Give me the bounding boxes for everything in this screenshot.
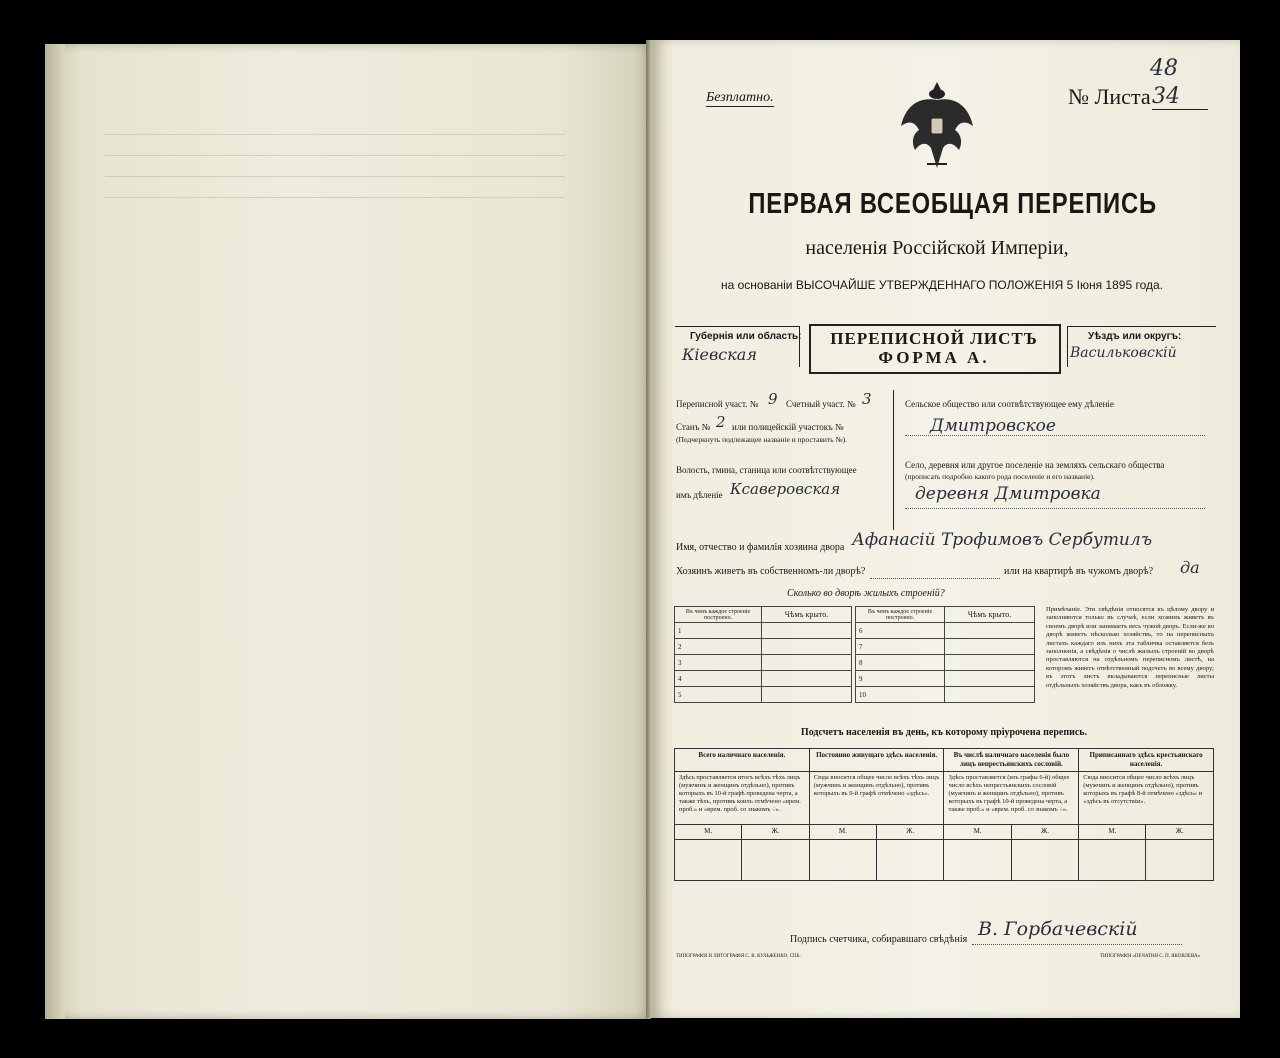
sheet-number-value: 34 [1152,84,1208,110]
signature-line [972,944,1182,945]
count-head: Въ числѣ наличнаго населенія было лицъ непрестьянскихъ сословій. [944,749,1079,772]
free-label: Безплатно. [706,90,774,105]
signature-value: В. Горбачевскій [978,918,1138,940]
rented-value: да [1180,558,1200,577]
district-value: Васильковскій [1070,345,1177,361]
sheet-number-extra: 48 [1150,56,1178,81]
province-label: Губернія или область: [690,331,802,342]
village-label-2: (прописать подробно какого рода поселеніе и его названіе). [905,472,1095,481]
count-title: Подсчетъ населенія въ день, къ которому пріурочена перепись. [800,727,1088,738]
village-label-1: Село, деревня или другое поселеніе на земляхъ сельскаго общества [905,460,1165,470]
building-row: 6 [856,623,945,639]
count-section-label: Счетный участ. № [786,399,856,409]
count-head: Постоянно живущаго здѣсь населенія. [809,749,944,772]
form-basis: на основаніи ВЫСОЧАЙШЕ УТВЕРЖДЕННАГО ПОЛОЖЕНІЯ 5 Іюня 1895 года. [720,278,1163,292]
buildings-head-roof: Чѣмъ крыто. [945,607,1035,623]
bleed-through [105,114,605,274]
sheet-number-label: № Листа [1068,84,1151,109]
stan-label: Станъ № [676,422,711,432]
building-row: 5 [675,687,762,703]
population-count-table [674,748,1214,881]
buildings-head-roof: Чѣмъ крыто. [762,607,852,623]
female-header: Ж. [1011,825,1078,840]
own-yard-line [870,578,1000,579]
village-line [905,508,1205,509]
volost-label-2: имъ дѣленіе [676,490,723,500]
volost-label-1: Волость, гмина, станица или соотвѣтствующее [676,465,857,475]
count-desc: Здѣсь проставляется итогъ всѣхъ тѣхъ лицъ (мужчинъ и женщинъ отдѣльно), противъ которыхъ въ 10-й графѣ проведена черта, а также тѣхъ, противъ коихъ отмѣчено «врем. проб.» и «врем. проб. со знакомъ ÷». [675,772,810,825]
buildings-head-built: Въ чемъ каждое строеніе построено. [675,607,762,623]
building-row: 9 [856,671,945,687]
count-desc: Здѣсь проставляется (изъ графы 6-й) общее число всѣхъ непрестьянскихъ сословій (мужчинъ и женщинъ отдѣльно), противъ которыхъ въ графѣ 10-й проведена черта, а также проб.» и «врем. проб. со знакомъ ÷». [944,772,1079,825]
form-subtitle: населенія Россійской Имперіи, [805,237,1069,259]
district-label: Уѣздъ или округъ: [1088,331,1182,342]
owner-value: Афанасій Трофимовъ Сербутилъ [852,530,1153,550]
vertical-divider [893,390,894,530]
buildings-head-built: Въ чемъ каждое строеніе построено. [856,607,945,623]
female-header: Ж. [1146,825,1214,840]
printer-left: ТИПОГРАФІЯ И ЛИТОГРАФІЯ С. В. КУЛЬЖЕНКО, СПБ. [676,954,801,959]
building-row: 2 [675,639,762,655]
male-header: М. [944,825,1011,840]
building-row: 4 [675,671,762,687]
police-label: или полицейскій участокъ № [732,422,844,432]
buildings-table-left [674,606,852,703]
buildings-question: Сколько во дворѣ жилыхъ строеній? [787,588,945,599]
form-type-line1: ПЕРЕПИСНОЙ ЛИСТЪ [830,329,1038,348]
building-row: 3 [675,655,762,671]
double-headed-eagle-emblem [895,78,979,174]
building-row: 7 [856,639,945,655]
province-value: Кіевская [682,345,757,364]
form-type-line2: ФОРМА А. [878,348,990,367]
census-section-value: 9 [768,390,778,408]
rural-society-line [905,435,1205,436]
male-header: М. [1079,825,1146,840]
count-desc: Сюда вносится общее число всѣхъ тѣхъ лицъ (мужчинъ и женщинъ отдѣльно), противъ которыхъ въ 9-й графѣ отмѣчено «здѣсь». [809,772,944,825]
count-section-value: 3 [862,390,872,408]
male-header: М. [809,825,876,840]
form-title: ПЕРВАЯ ВСЕОБЩАЯ ПЕРЕПИСЬ [748,188,1157,220]
count-head: Приписаннаго здѣсь крестьянскаго населенія. [1079,749,1214,772]
buildings-table-right [855,606,1035,703]
buildings-note: Примѣчаніе. Эти свѣдѣнія относятся къ цѣлому двору и заполняются только въ случаѣ, если хозяинъ живетъ въ своемъ дворѣ или занимаетъ весь чужой дворъ. Если-же во дворѣ живетъ нѣсколько хозяйствъ, то на переписныхъ листахъ каждаго изъ нихъ эта табличка оставляется безъ заполненія, а свѣдѣнія о числѣ жилыхъ строеній во дворѣ проставляются на отдѣльномъ переписномъ листѣ, на которомъ живетъ отвѣтственный подсчетъ во всему двору; въ этотъ листъ вкладываются переписные листы отдѣльныхъ хозяйствъ двора, какъ въ обложку. [1046,606,1214,689]
volost-value: Ксаверовская [730,480,841,498]
underline-note: (Подчеркнуть подлежащее названіе и проставить №). [676,435,847,444]
signature-label: Подпись счетчика, собиравшаго свѣдѣнія [790,934,968,945]
count-desc: Сюда вносится общее число всѣхъ лицъ (мужчинъ и женщинъ отдѣльно), противъ которыхъ въ графѣ 8-й отмѣчено «здѣсь» и «здѣсь въ отсутствіи». [1079,772,1214,825]
building-row: 1 [675,623,762,639]
village-value: деревня Дмитровка [915,484,1101,504]
female-header: Ж. [877,825,944,840]
own-yard-label: Хозяинъ живетъ въ собственномъ-ли дворѣ? [676,566,866,577]
building-row: 8 [856,655,945,671]
left-page [45,44,651,1019]
female-header: Ж. [742,825,809,840]
census-section-label: Переписной участ. № [676,399,759,409]
rural-society-label: Сельское общество или соотвѣтствующее ему дѣленіе [905,399,1114,409]
rented-label: или на квартирѣ въ чужомъ дворѣ? [1004,566,1154,577]
building-row: 10 [856,687,945,703]
count-head: Всего наличнаго населенія. [675,749,810,772]
owner-label: Имя, отчество и фамилія хозяина двора [676,542,845,553]
rural-society-value: Дмитровское [930,416,1056,436]
stan-value: 2 [716,413,726,431]
left-page-edge [45,44,65,1019]
male-header: М. [675,825,742,840]
printer-right: ТИПОГРАФІЯ «ПЕЧАТНЯ С. П. ЯКОВЛЕВА» [1100,954,1201,959]
